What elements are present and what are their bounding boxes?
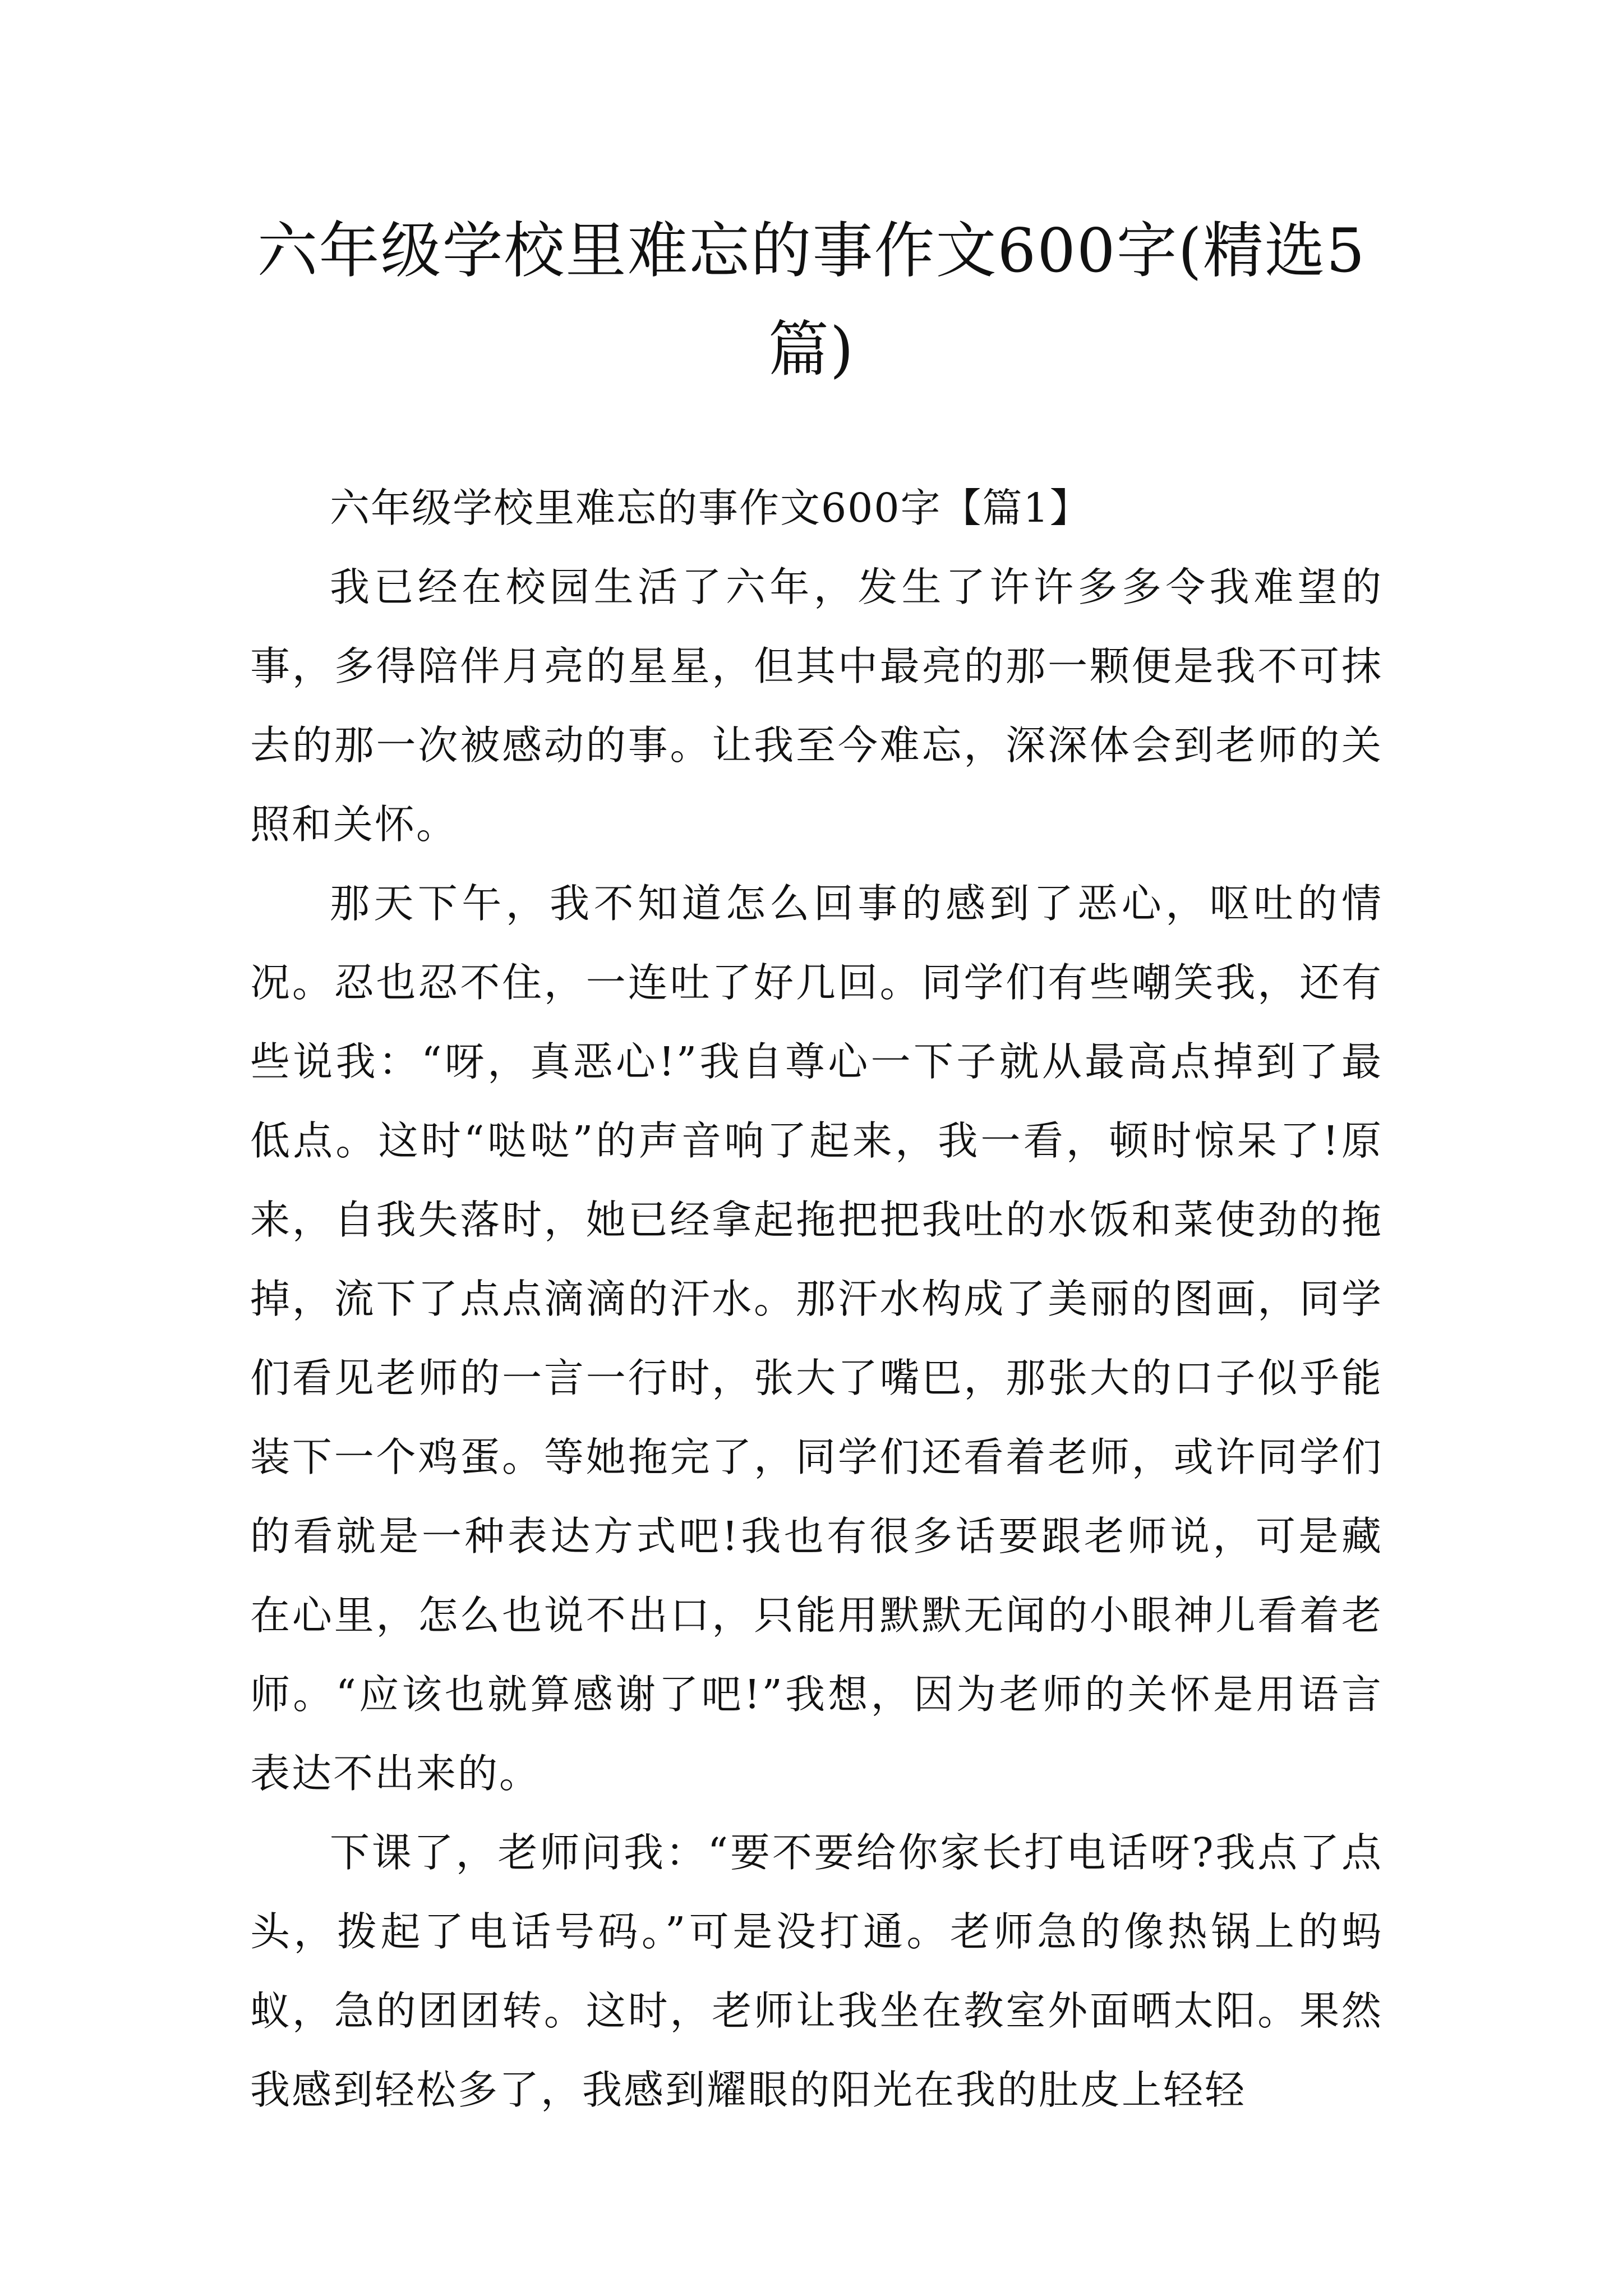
paragraph-2: 那天下午，我不知道怎么回事的感到了恶心，呕吐的情况。忍也忍不住，一连吐了好几回。同学们有些嘲笑我，还有些说我：“呀，真恶心!”我自尊心一下子就从最高点掉到了最低点。这时“哒哒”的声音响了起来，我一看，顿时惊呆了!原来，自我失落时，她已经拿起拖把把我吐的水饭和菜使劲的拖掉，流下了点点滴滴的汗水。那汗水构成了美丽的图画，同学们看见老师的一言一行时，张大了嘴巴，那张大的口子似乎能装下一个鸡蛋。等她拖完了，同学们还看着老师，或许同学们的看就是一种表达方式吧!我也有很多话要跟老师说，可是藏在心里，怎么也说不出口，只能用默默无闻的小眼神儿看着老师。“应该也就算感谢了吧!”我想，因为老师的关怀是用语言表达不出来的。 — [250, 880, 1383, 1797]
section-heading: 六年级学校里难忘的事作文600字【篇1】 — [330, 485, 1091, 531]
paragraph-3: 下课了，老师问我：“要不要给你家长打电话呀?我点了点头，拨起了电话号码。”可是没打通。老师急的像热锅上的蚂蚁，急的团团转。这时，老师让我坐在教室外面晒太阳。果然我感到轻松多了，我感到耀眼的阳光在我的肚皮上轻轻 — [250, 1829, 1383, 2113]
paragraph-1: 我已经在校园生活了六年，发生了许许多多令我难望的事，多得陪伴月亮的星星，但其中最亮的那一颗便是我不可抹去的那一次被感动的事。让我至今难忘，深深体会到老师的关照和关怀。 — [250, 564, 1383, 848]
document-title: 六年级学校里难忘的事作文600字(精选5篇) — [257, 216, 1366, 385]
document-body — [250, 468, 1383, 2129]
